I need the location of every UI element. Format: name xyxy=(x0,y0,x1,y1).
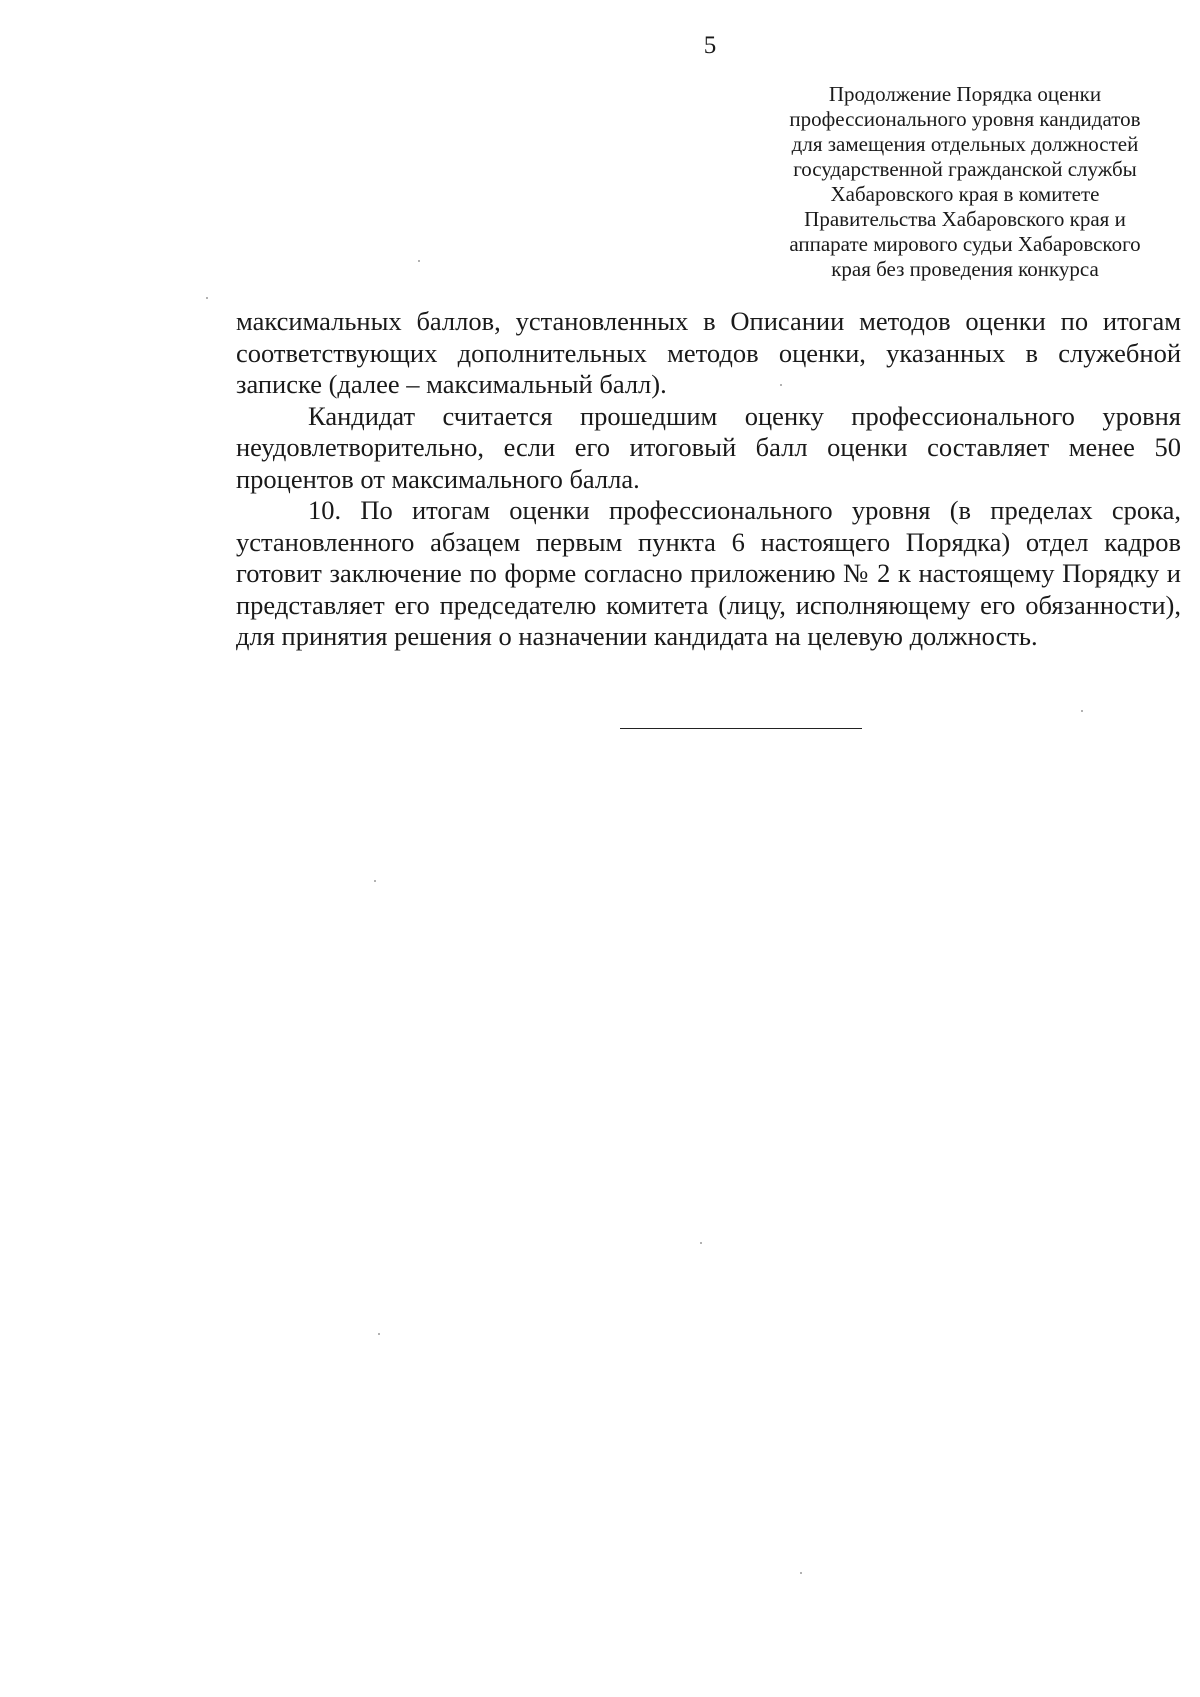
scan-speck xyxy=(378,1333,380,1335)
scan-speck xyxy=(374,880,376,882)
body-paragraph-continuation: максимальных баллов, установленных в Описании методов оценки по итогам соответствующих дополнительных методов оценки, указанных в служебной записке (далее – максимальный балл). xyxy=(236,306,1181,399)
header-line: Хабаровского края в комитете xyxy=(830,182,1100,206)
body-paragraph-item-10: 10. По итогам оценки профессионального уровня (в пределах срока, установленного абзацем первым пункта 6 настоящего Порядка) отдел кадров готовит заключение по форме согласно приложению № 2 к настоящему Порядку и представляет его председателю комитета (лицу, исполняющему его обязанности), для принятия решения о назначении кандидата на целевую должность. xyxy=(236,495,1181,651)
header-line: для замещения отдельных должностей xyxy=(791,132,1139,156)
header-line: аппарате мирового судьи Хабаровского xyxy=(789,232,1141,256)
scan-speck xyxy=(418,260,420,262)
page-number: 5 xyxy=(703,32,717,59)
document-body xyxy=(236,306,1181,653)
header-line: профессионального уровня кандидатов xyxy=(789,107,1141,131)
header-line: Правительства Хабаровского края и xyxy=(804,207,1126,231)
body-paragraph: Кандидат считается прошедшим оценку профессионального уровня неудовлетворительно, если его итоговый балл оценки составляет менее 50 процентов от максимального балла. xyxy=(236,400,1181,494)
scan-speck xyxy=(1081,710,1083,712)
header-line: Продолжение Порядка оценки xyxy=(828,82,1102,106)
document-header-continuation xyxy=(740,82,1190,282)
end-of-document-rule xyxy=(620,728,862,729)
header-line: государственной гражданской службы xyxy=(793,157,1137,181)
scan-speck xyxy=(800,1572,802,1574)
scan-speck xyxy=(700,1242,702,1244)
scan-speck xyxy=(206,297,208,299)
header-line: края без проведения конкурса xyxy=(831,257,1099,281)
scan-speck xyxy=(780,384,782,386)
